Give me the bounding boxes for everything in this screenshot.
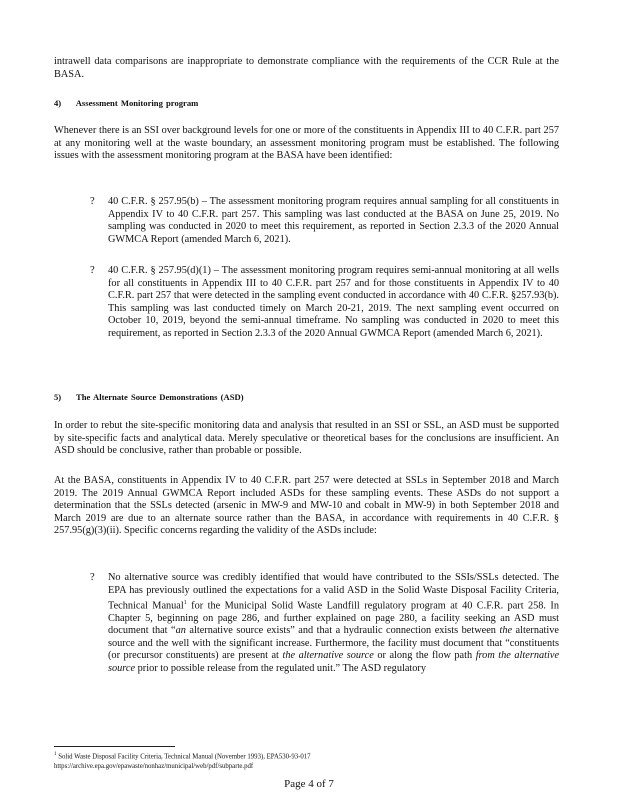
- section-5-bullet-1: No alternative source was credibly identified that would have contributed to the SSIs/SSLs detected. The EPA has previously outlined the expectations for a valid ASD in the Solid Waste Disposal Facility Criteria, Technical Manual$^1$ for the Municipal Solid Waste Landfill regulatory program at 40 C.F.R. part 258. In Chapter 5, beginning on page 286, and further explained on page 280, a facility seeking an ASD must document that “an alternative source exists” and that a hydraulic connection exists between the alternative source and the well with the significant increase. Furthermore, the facility must document that “constituents (or precursor constituents) are present at the alternative source or along the flow path from the alternative source prior to possible release from the regulated unit.” The ASD regulatory: [108, 572, 560, 674]
- bullet-marker: ?: [90, 572, 95, 583]
- footnote: [54, 750, 559, 771]
- intro-continuation-paragraph: intrawell data comparisons are inappropriate to demonstrate compliance with the requirements of the CCR Rule at the BASA.: [54, 56, 559, 80]
- section-4-number: 4): [54, 98, 62, 108]
- section-5-title: The Alternate Source Demonstrations (ASD): [76, 392, 244, 402]
- section-4-bullet-1: 40 C.F.R. § 257.95(b) – The assessment monitoring program requires annual sampling for all constituents in Appendix IV to 40 C.F.R. part 257. This sampling was last conducted at the BASA on June 25, 2019. No sampling was conducted in 2020 to meet this requirement, as reported in Section 2.3.3 of the 2020 Annual GWMCA Report (amended March 6, 2021).: [108, 196, 559, 245]
- footnote-line-1: $^1$ Solid Waste Disposal Facility Criteria, Technical Manual (November 1993), EPA530-93-017: [54, 752, 311, 761]
- section-5-paragraph-2: At the BASA, constituents in Appendix IV to 40 C.F.R. part 257 were detected at SSLs in September 2018 and March 2019. The 2019 Annual GWMCA Report included ASDs for these sampling events. These ASDs do not support a determination that the SSLs detected (arsenic in MW-9 and MW-10 and cobalt in MW-9) in both September 2018 and March 2019 are due to an alternate source rather than the BASA, in accordance with requirements in 40 C.F.R. § 257.95(g)(3)(ii). Specific concerns regarding the validity of the ASDs include:: [54, 475, 559, 537]
- section-4-heading: [54, 98, 559, 109]
- section-5-number: 5): [54, 392, 62, 402]
- section-4-paragraph: Whenever there is an SSI over background levels for one or more of the constituents in Appendix III to 40 C.F.R. part 257 at any monitoring well at the waste boundary, an assessment monitoring program must be established. The following issues with the assessment monitoring program at the BASA have been identified:: [54, 125, 559, 162]
- section-5-heading: [54, 392, 559, 403]
- bullet-marker: ?: [90, 265, 95, 276]
- footnote-divider: [54, 746, 175, 747]
- section-5-paragraph-1: In order to rebut the site-specific monitoring data and analysis that resulted in an SSI or SSL, an ASD must be supported by site-specific facts and analytical data. Merely speculative or theoretical bases for the conclusions are insufficient. An ASD should be conclusive, rather than probable or possible.: [54, 420, 559, 457]
- footnote-link[interactable]: https://archive.epa.gov/epawaste/nonhaz/municipal/web/pdf/subparte.pdf: [54, 762, 254, 770]
- page-number: Page 4 of 7: [284, 778, 334, 790]
- footnote-reference: 1: [183, 600, 187, 606]
- section-4-title: Assessment Monitoring program: [75, 98, 199, 108]
- section-4-bullet-2: 40 C.F.R. § 257.95(d)(1) – The assessment monitoring program requires semi-annual monitoring at all wells for all constituents in Appendix III to 40 C.F.R. part 257 and for those constituents in Appendix IV to 40 C.F.R. part 257 that were detected in the sampling event conducted in accordance with 40 C.F.R. §257.93(b). This sampling was last conducted timely on March 20-21, 2019. The next sampling event occurred on October 10, 2019, beyond the semi-annual timeframe. No sampling was conducted in 2020 to meet this requirement, as reported in Section 2.3.3 of the 2020 Annual GWMCA Report (amended March 6, 2021).: [108, 265, 559, 339]
- bullet-marker: ?: [90, 196, 95, 207]
